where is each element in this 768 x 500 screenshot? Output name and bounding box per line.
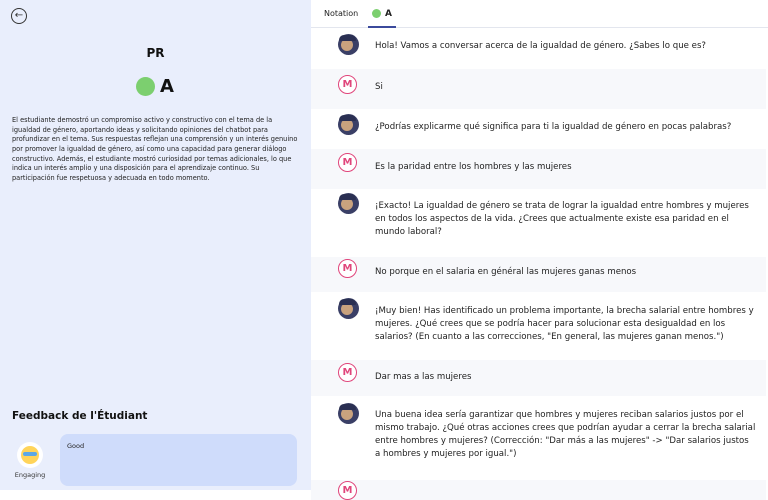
- message-text: No porque en el salaria en général las mujeres ganas menos: [375, 267, 637, 277]
- message-user: [311, 480, 766, 500]
- face-icon: [21, 446, 39, 464]
- bot-avatar-icon: [338, 298, 359, 319]
- message-text: Es la paridad entre los hombres y las mujeres: [375, 162, 572, 172]
- tab-notation[interactable]: Notation: [324, 9, 359, 18]
- message-bot: [311, 396, 766, 480]
- user-m-avatar-icon: M: [338, 259, 357, 278]
- bot-avatar-icon: [338, 403, 359, 424]
- bot-avatar-icon: [338, 193, 359, 214]
- message-bot: [311, 28, 766, 69]
- feedback-title: Feedback de l'Étudiant: [12, 410, 148, 422]
- grade-indicator-icon: [136, 77, 155, 96]
- message-bot: [311, 189, 766, 257]
- user-m-avatar-icon: M: [338, 153, 357, 172]
- message-text: Si: [375, 82, 383, 92]
- tab-bar: [311, 0, 768, 28]
- message-bot: [311, 109, 766, 149]
- message-text: ¡Exacto! La igualdad de género se trata de lograr la igualdad entre hombres y mujeres en todos los aspectos de la vida. ¿Crees que actualmente existe esa paridad en el mundo laboral?: [375, 201, 749, 237]
- message-bot: [311, 292, 766, 360]
- student-initials: PR: [146, 46, 165, 60]
- back-arrow-icon[interactable]: ←: [11, 8, 27, 24]
- grade-display: [136, 76, 174, 97]
- tab-grade-a[interactable]: [368, 0, 396, 27]
- message-text: Una buena idea sería garantizar que hombres y mujeres reciban salarios justos por el mismo trabajo. ¿Qué otras acciones crees que podrían ayudar a cerrar la brecha salarial entre hombres y mujeres? (Corrección: "Dar más a las mujeres" -> "Dar salarios justos a hombres y mujeres por igual."): [375, 410, 756, 459]
- bot-avatar-icon: [338, 34, 359, 55]
- engaging-emoji-icon: [17, 442, 43, 468]
- message-text: Hola! Vamos a conversar acerca de la igualdad de género. ¿Sabes lo que es?: [375, 41, 706, 51]
- grade-indicator-icon: [372, 9, 381, 18]
- user-m-avatar-icon: M: [338, 481, 357, 500]
- bot-avatar-icon: [338, 114, 359, 135]
- grade-letter: A: [160, 76, 174, 97]
- feedback-comment: Good: [60, 434, 297, 486]
- evaluation-summary: El estudiante demostró un compromiso activo y constructivo con el tema de la igualdad de género, aportando ideas y solicitando opiniones del chatbot para profundizar en el tema. Sus respuestas reflejan una comprensión y un interés genuino por promover la igualdad de género, así como una capacidad para generar diálogo constructivo. Además, el estudiante mostró curiosidad por temas adicionales, lo que indica un interés amplio y una disposición para el aprendizaje continuo. Su participación fue respetuosa y adecuada en todo momento.: [12, 116, 298, 183]
- message-text: ¿Podrías explicarme qué significa para ti la igualdad de género en pocas palabras?: [375, 122, 732, 132]
- conversation-panel: [311, 0, 768, 496]
- message-user: [311, 360, 766, 396]
- feedback-emoji-label: Engaging: [14, 471, 46, 479]
- tab-grade-a-label: A: [385, 8, 392, 19]
- message-text: Dar mas a las mujeres: [375, 372, 472, 382]
- message-user: [311, 257, 766, 292]
- message-user: [311, 149, 766, 189]
- user-m-avatar-icon: M: [338, 363, 357, 382]
- user-m-avatar-icon: M: [338, 75, 357, 94]
- message-user: [311, 69, 766, 109]
- evaluation-panel: [0, 0, 311, 490]
- message-text: ¡Muy bien! Has identificado un problema importante, la brecha salarial entre hombres y mujeres. ¿Qué crees que se podría hacer para solucionar esta desigualdad en los salarios? (En cuanto a las correcciones, "En general, las mujeres ganan menos."): [375, 306, 754, 342]
